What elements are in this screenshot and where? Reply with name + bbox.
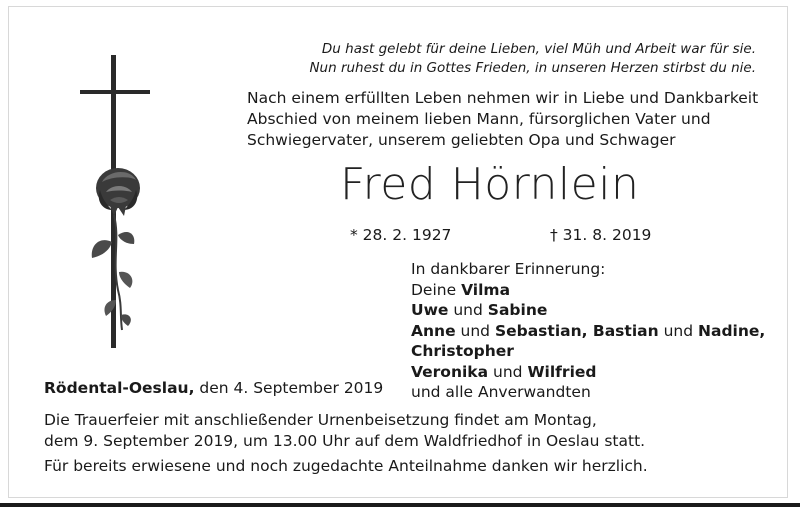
place: Rödental-Oeslau,	[44, 379, 195, 397]
deceased-name: Fred Hörnlein	[340, 159, 640, 210]
place-and-date	[44, 378, 404, 399]
conjunction: und	[493, 362, 523, 381]
intro-line-3: Schwiegervater, unserem geliebten Opa und Schwager	[247, 131, 676, 149]
motto-verse	[260, 40, 756, 78]
mourner-son-partner: Sabine	[487, 301, 548, 319]
mourners-list	[411, 259, 791, 403]
mourner-prefix: Deine	[411, 280, 462, 299]
motto-line-1: Du hast gelebt für deine Lieben, viel Müh und Arbeit war für sie.	[321, 41, 756, 57]
mourners-heading: In dankbarer Erinnerung:	[411, 260, 606, 278]
mourner-grandchild-1: Anne	[411, 321, 456, 340]
conjunction: und	[453, 301, 483, 319]
ceremony-line-2: dem 9. September 2019, um 13.00 Uhr auf dem Waldfriedhof in Oeslau statt.	[44, 432, 646, 450]
cross-with-rose-icon	[72, 50, 172, 355]
ceremony-info	[44, 410, 744, 452]
mourner-grandchild-4: Christopher	[411, 342, 514, 360]
mourner-line-son	[411, 300, 791, 321]
intro-text	[247, 88, 767, 151]
death-date: † 31. 8. 2019	[550, 226, 652, 244]
mourner-line-grandchildren	[411, 321, 791, 342]
mourner-daughter-partner: Wilfried	[527, 362, 597, 381]
mourner-wife: Vilma	[461, 280, 511, 299]
mourner-daughter: Veronika	[411, 362, 489, 381]
birth-date: * 28. 2. 1927	[350, 226, 452, 244]
mourner-grandchild-3: Nadine,	[698, 321, 766, 340]
intro-line-1: Nach einem erfüllten Leben nehmen wir in Liebe und Dankbarkeit	[247, 89, 759, 107]
motto-line-2: Nun ruhest du in Gottes Frieden, in unseren Herzen stirbst du nie.	[309, 60, 756, 76]
intro-line-2: Abschied von meinem lieben Mann, fürsorglichen Vater und	[247, 110, 711, 128]
mourner-grandchild-2: Sebastian, Bastian	[494, 321, 659, 340]
conjunction: und	[663, 321, 694, 340]
thanks-note: Für bereits erwiesene und noch zugedachte Anteilnahme danken wir herzlich.	[44, 457, 648, 475]
mourner-line-wife	[411, 280, 791, 301]
bottom-divider	[0, 503, 800, 507]
mourner-others: und alle Anverwandten	[411, 383, 591, 401]
ceremony-line-1: Die Trauerfeier mit anschließender Urnenbeisetzung findet am Montag,	[44, 411, 597, 429]
conjunction: und	[460, 321, 491, 340]
date: den 4. September 2019	[194, 379, 384, 397]
mourner-line-grandchild-4	[411, 341, 791, 362]
mourner-son: Uwe	[411, 301, 449, 319]
mourner-line-daughter	[411, 362, 791, 383]
